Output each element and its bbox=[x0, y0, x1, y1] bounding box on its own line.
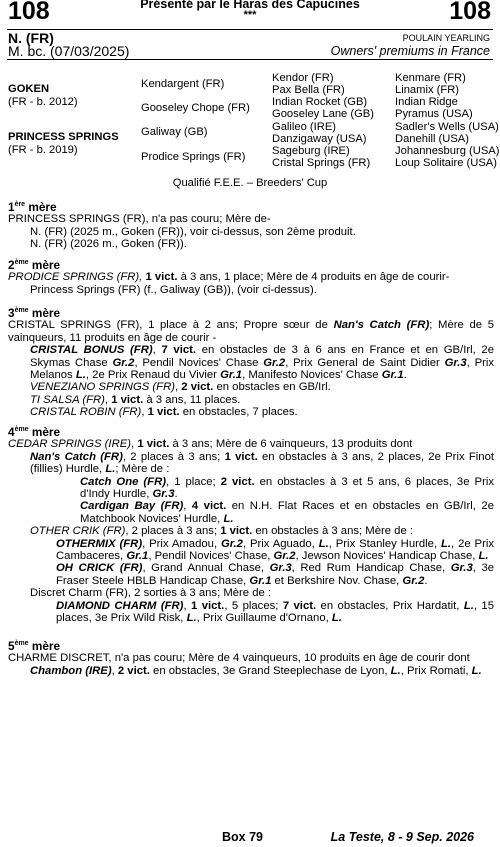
section-heading: 1ère mère bbox=[8, 199, 57, 214]
gen4-8: Loup Solitaire (USA) bbox=[395, 157, 497, 169]
gen4-3: Indian Ridge bbox=[395, 96, 458, 108]
gen3-8: Cristal Springs (FR) bbox=[272, 157, 371, 169]
produce-line: OTHER CRIK (FR), 2 places à 3 ans; 1 vict. en obstacles à 3 ans; Mère de : bbox=[30, 525, 414, 538]
horse-category: POULAIN YEARLING bbox=[402, 33, 490, 43]
dam-dam: Prodice Springs (FR) bbox=[141, 151, 246, 163]
section-heading: 5ème mère bbox=[8, 638, 61, 653]
page-header bbox=[0, 0, 500, 28]
section-heading: 2ème mère bbox=[8, 257, 61, 272]
produce-line: Chambon (IRE), 2 vict. en obstacles, 3e Grand Steeplechase de Lyon, L., Prix Romati, L. bbox=[30, 664, 482, 677]
gen3-3: Indian Rocket (GB) bbox=[272, 96, 368, 108]
produce-line: Nan's Catch (FR), 2 places à 3 ans; 1 vict. en obstacles à 3 ans, 2 places, 2e Prix Finot (fillies) Hurdle, L.; Mère de : bbox=[30, 450, 494, 476]
consignor-title: Présenté par le Haras des Capucines bbox=[140, 0, 360, 11]
footer-box: Box 79 bbox=[222, 830, 263, 844]
section-third-dam bbox=[8, 305, 494, 419]
gen3-2: Pax Bella (FR) bbox=[272, 84, 345, 96]
gen3-5: Galileo (IRE) bbox=[272, 121, 337, 133]
produce-line: OTHERMIX (FR), Prix Amadou, Gr.2, Prix Aguado, L., Prix Stanley Hurdle, L., 2e Prix Cambaceres, Gr.1, Pendil Novices' Chase, Gr.2, Jewson Novices' Handicap Chase, L. bbox=[56, 537, 494, 562]
header-rule bbox=[7, 29, 493, 30]
section-heading: 4ème mère bbox=[8, 424, 61, 439]
produce-line: Discret Charm (FR), 2 sorties à 3 ans; Mère de : bbox=[30, 587, 272, 600]
gen3-4: Gooseley Lane (GB) bbox=[272, 108, 374, 120]
dam-line: CRISTAL SPRINGS (FR), 1 place à 2 ans; Propre sœur de Nan's Catch (FR); Mère de 5 vainqueurs, 11 produits en âge de courir - bbox=[8, 319, 494, 344]
produce-line: VENEZIANO SPRINGS (FR), 2 vict. en obstacles en GB/Irl. bbox=[30, 381, 331, 394]
produce-line: N. (FR) (2025 m., Goken (FR)), voir ci-dessus, son 2ème produit. bbox=[30, 225, 356, 238]
gen4-1: Kenmare (FR) bbox=[395, 72, 466, 84]
section-fifth-dam bbox=[8, 638, 494, 677]
produce-line: N. (FR) (2026 m., Goken (FR)). bbox=[30, 238, 187, 251]
gen4-4: Pyramus (USA) bbox=[395, 108, 473, 120]
sire-name: GOKEN bbox=[8, 83, 50, 95]
footer-sale-place-date: La Teste, 8 - 9 Sep. 2026 bbox=[330, 830, 474, 844]
sire-dam: Gooseley Chope (FR) bbox=[141, 102, 250, 114]
dam-name: PRINCESS SPRINGS bbox=[8, 131, 119, 143]
qualification-note: Qualifié F.E.E. – Breeders' Cup bbox=[172, 177, 328, 189]
section-first-dam bbox=[8, 199, 494, 251]
produce-line: Princess Springs (FR) (f., Galiway (GB)), (voir ci-dessus). bbox=[30, 283, 317, 296]
pedigree-top-rule bbox=[7, 59, 493, 60]
section-second-dam bbox=[8, 257, 494, 296]
produce-line: CRISTAL ROBIN (FR), 1 vict. en obstacles, 7 places. bbox=[30, 406, 298, 419]
dam-line: PRODICE SPRINGS (FR), 1 vict. à 3 ans, 1 place; Mère de 4 produits en âge de courir- bbox=[8, 271, 450, 284]
produce-line: DIAMOND CHARM (FR), 1 vict., 5 places; 7 vict. en obstacles, Prix Hardatit, L., 15 places, 3e Prix Wild Risk, L., Prix Guillaume d'Ornano, L. bbox=[56, 599, 495, 625]
lot-number-left: 108 bbox=[8, 0, 50, 25]
gen3-7: Sageburg (IRE) bbox=[272, 145, 350, 157]
section-heading: 3ème mère bbox=[8, 305, 61, 320]
produce-line: CRISTAL BONUS (FR), 7 vict. en obstacles de 3 à 6 ans en France et en GB/Irl, 2e Skymas Chase Gr.2, Pendil Novices' Chase Gr.2, Prix General de Saint Didier Gr.3, Prix Melanos L., 2e Prix Renaud du Vivier Gr.1, Manifesto Novices' Chase Gr.1. bbox=[30, 344, 495, 381]
gen3-1: Kendor (FR) bbox=[272, 72, 334, 84]
dam-line: CHARME DISCRET, n'a pas couru; Mère de 4 vainqueurs, 10 produits en âge de courir dont bbox=[8, 652, 470, 665]
section-fourth-dam bbox=[8, 424, 494, 624]
produce-line: Cardigan Bay (FR), 4 vict. en N.H. Flat Races et en obstacles en GB/Irl, 2e Matchbook Novices' Hurdle, L. bbox=[80, 500, 494, 525]
produce-line: OH CRICK (FR), Grand Annual Chase, Gr.3, Red Rum Handicap Chase, Gr.3, 3e Fraser Steele HBLB Handicap Chase, Gr.1 et Berkshire Nov. Chase, Gr.2. bbox=[56, 562, 495, 587]
sire-details: (FR - b. 2012) bbox=[8, 96, 78, 108]
gen4-5: Sadler's Wells (USA) bbox=[395, 121, 499, 133]
produce-line: Catch One (FR), 1 place; 2 vict. en obstacles à 3 et 5 ans, 6 places, 3e Prix d'Indy Hurdle, Gr.3. bbox=[80, 475, 494, 500]
produce-line: TI SALSA (FR), 1 vict. à 3 ans, 11 places. bbox=[30, 393, 241, 406]
horse-name: N. (FR) bbox=[8, 30, 54, 46]
gen4-2: Linamix (FR) bbox=[395, 84, 460, 96]
dam-line: CEDAR SPRINGS (IRE), 1 vict. à 3 ans; Mère de 6 vainqueurs, 13 produits dont bbox=[8, 438, 413, 451]
dam-line: PRINCESS SPRINGS (FR), n'a pas couru; Mère de- bbox=[8, 213, 271, 226]
gen4-6: Danehill (USA) bbox=[395, 133, 469, 145]
owners-premiums: Owners' premiums in France bbox=[330, 44, 490, 58]
header-stars: *** bbox=[243, 9, 257, 21]
dam-sire: Galiway (GB) bbox=[141, 126, 208, 138]
horse-details: M. bc. (07/03/2025) bbox=[8, 43, 130, 59]
gen4-7: Johannesburg (USA) bbox=[395, 145, 500, 157]
lot-number-right: 108 bbox=[449, 0, 491, 25]
dam-details: (FR - b. 2019) bbox=[8, 144, 78, 156]
gen3-6: Danzigaway (USA) bbox=[272, 133, 367, 145]
sire-sire: Kendargent (FR) bbox=[141, 78, 225, 90]
